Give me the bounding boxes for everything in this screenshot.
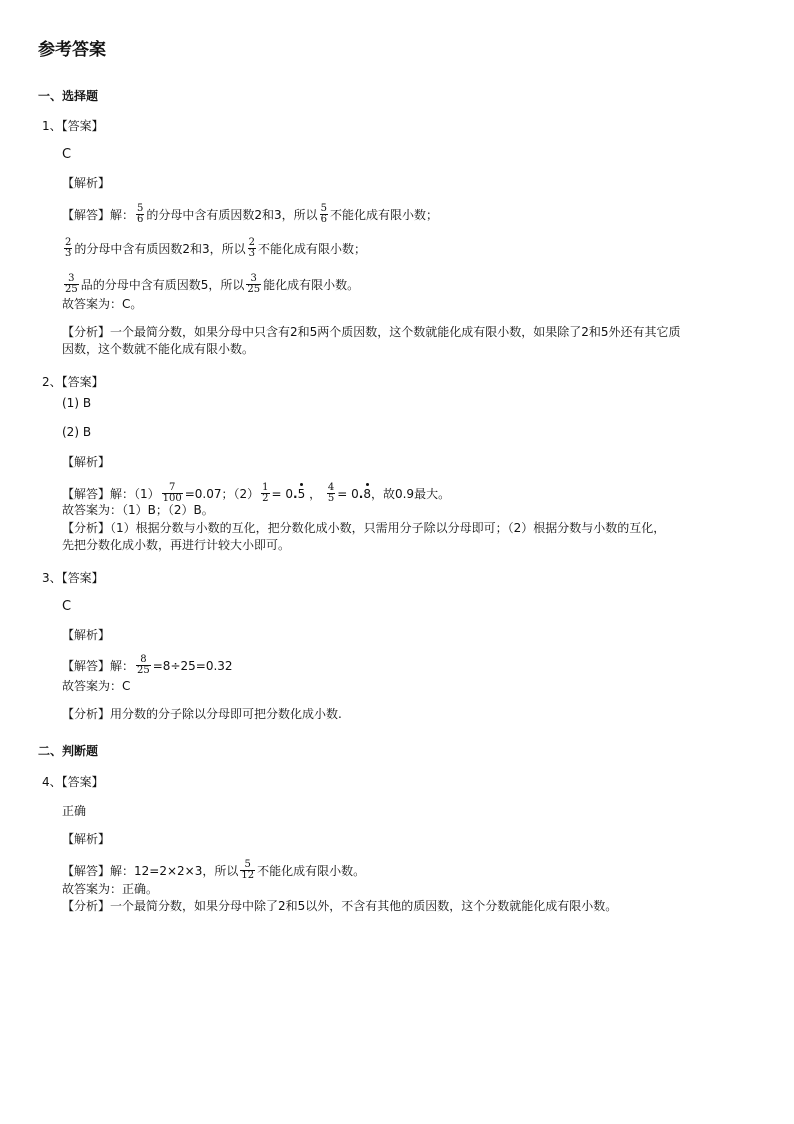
- fraction: $\frac{7}{100}$: [162, 482, 182, 504]
- q1-l2-suffix: 不能化成有限小数；: [258, 242, 367, 256]
- q1-analysis-line-1: 【分析】一个最简分数，如果分母中只含有2和5两个质因数，这个数就能化成有限小数，如果除了2和5外还有其它质: [62, 325, 681, 339]
- q2-decimal-2-int: = 0: [337, 487, 359, 501]
- q1-l1-mid: 的分母中含有质因数2和3，所以: [146, 208, 318, 222]
- q1-answer-header: 1、【答案】: [42, 119, 104, 133]
- q2-analysis-line-2: 先把分数化成小数，再进行计较大小即可。: [62, 538, 291, 552]
- q1-l1-suffix: 不能化成有限小数；: [330, 208, 439, 222]
- q2-answer-1: (1) B: [62, 396, 92, 410]
- q2-repeating-digit: 5: [297, 487, 306, 501]
- q1-solution-line-2: [62, 239, 366, 260]
- fraction: $\frac{2}{3}$: [65, 237, 72, 259]
- fraction: $\frac{1}{2}$: [262, 482, 269, 504]
- q1-answer: C: [62, 147, 72, 162]
- q2-l1-mid: =0.07；（2）: [184, 487, 260, 501]
- q1-solution-line-3: [62, 275, 359, 296]
- q1-final-answer: 故答案为：C。: [62, 297, 143, 311]
- section-heading-choice: 一、选择题: [38, 89, 99, 103]
- fraction: $\frac{4}{5}$: [327, 482, 335, 504]
- q4-l1-prefix: 【解答】解：12=2×2×3，所以: [62, 864, 239, 878]
- q2-l1-suffix: ，故0.9最大。: [370, 487, 451, 501]
- q3-l1-prefix: 【解答】解：: [62, 659, 135, 673]
- fraction: $\frac{3}{25}$: [247, 273, 261, 295]
- q1-l2-mid: 的分母中含有质因数2和3，所以: [74, 242, 246, 256]
- q2-repeating-digit: 8: [363, 487, 371, 501]
- page-title: 参考答案: [38, 40, 106, 60]
- q2-jiexi-label: 【解析】: [62, 455, 111, 469]
- fraction: $\frac{5}{12}$: [241, 859, 255, 881]
- q3-l1-suffix: =8÷25=0.32: [152, 659, 233, 673]
- q2-answer-header: 2、【答案】: [42, 375, 104, 389]
- q1-l3-suffix: 能化成有限小数。: [263, 278, 360, 292]
- q3-jiexi-label: 【解析】: [62, 628, 111, 642]
- q4-analysis: 【分析】一个最简分数，如果分母中除了2和5以外，不含有其他的质因数，这个分数就能化成有限小数。: [62, 899, 618, 913]
- q1-l1-prefix: 【解答】解：: [62, 208, 135, 222]
- q1-jiexi-label: 【解析】: [62, 176, 111, 190]
- q3-solution-line-1: [62, 656, 233, 677]
- q4-final-answer: 故答案为：正确。: [62, 882, 159, 896]
- q1-solution-line-1: [62, 205, 438, 226]
- q2-answer-2: (2) B: [62, 425, 92, 439]
- q2-final-answer: 故答案为：（1）B；（2）B。: [62, 503, 214, 517]
- q2-decimal-1-int: = 0: [271, 487, 294, 501]
- fraction: $\frac{3}{25}$: [65, 273, 78, 295]
- q4-l1-suffix: 不能化成有限小数。: [257, 864, 366, 878]
- q1-analysis-line-2: 因数，这个数就不能化成有限小数。: [62, 342, 255, 356]
- q4-answer-header: 4、【答案】: [42, 775, 104, 789]
- fraction: $\frac{8}{25}$: [137, 654, 150, 676]
- fraction: $\frac{5}{6}$: [320, 203, 328, 225]
- fraction: $\frac{5}{6}$: [137, 203, 144, 225]
- q4-answer: 正确: [62, 804, 87, 818]
- q3-final-answer: 故答案为：C: [62, 679, 131, 693]
- q3-analysis: 【分析】用分数的分子除以分母即可把分数化成小数.: [62, 707, 342, 721]
- q1-l3-mid: 品的分母中含有质因数5，所以: [80, 278, 245, 292]
- q4-jiexi-label: 【解析】: [62, 832, 111, 846]
- q2-analysis-line-1: 【分析】（1）根据分数与小数的互化，把分数化成小数，只需用分子除以分母即可；（2）根据分数与小数的互化，: [62, 521, 666, 535]
- q3-answer-header: 3、【答案】: [42, 571, 104, 585]
- q2-l1-prefix: 【解答】解：（1）: [62, 487, 160, 501]
- fraction: $\frac{2}{3}$: [248, 237, 256, 259]
- q3-answer: C: [62, 599, 72, 614]
- q2-solution-line-1: 【解答】解：（1） $\frac{7}{100}$ =0.07；（2） $\frac{1}{2}$ = 0.5 ， $\frac{4}{5}$ = 0.8，故0.9最大。: [62, 482, 451, 504]
- section-heading-judgement: 二、判断题: [38, 744, 99, 758]
- q4-solution-line-1: [62, 861, 365, 882]
